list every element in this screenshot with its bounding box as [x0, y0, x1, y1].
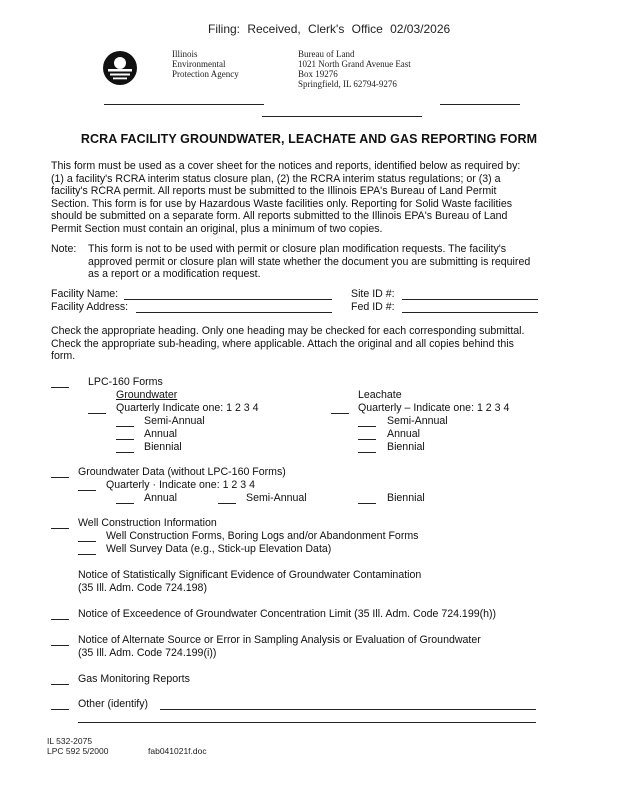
address-line: 1021 North Grand Avenue East — [298, 59, 411, 69]
gw-semiannual-checkbox[interactable] — [116, 426, 134, 427]
le-semiannual-checkbox[interactable] — [358, 426, 376, 427]
le-annual-checkbox[interactable] — [358, 439, 376, 440]
instruction-line: form. — [51, 350, 76, 362]
gw-semiannual-label: Semi-Annual — [144, 415, 205, 427]
address-line: Springfield, IL 62794-9276 — [298, 79, 397, 89]
well-checkbox[interactable] — [51, 528, 69, 529]
bureau-address — [298, 49, 411, 89]
gw-data-biennial-checkbox[interactable] — [358, 503, 376, 504]
gw-data-biennial-label: Biennial — [387, 492, 425, 504]
gas-heading: Gas Monitoring Reports — [78, 673, 190, 685]
gw-data-annual-label: Annual — [144, 492, 177, 504]
fed-id-label: Fed ID #: — [351, 301, 395, 313]
instruction-line: Check the appropriate heading. Only one heading may be checked for each corresponding submittal. — [51, 325, 525, 337]
other-identify-field[interactable] — [160, 709, 536, 710]
intro-line: Section. This form is for use by Hazardous Waste facilities only. Reporting for Solid Waste facilities — [51, 197, 513, 210]
lpc160-checkbox[interactable] — [51, 387, 69, 388]
gw-data-quarterly-label: Quarterly · Indicate one: 1 2 3 4 — [106, 479, 255, 491]
note-line: as a report or a modification request. — [88, 268, 261, 280]
intro-line: should be submitted on a separate form. All reports submitted to the Illinois EPA's Bureau of Land — [51, 210, 508, 222]
other-checkbox[interactable] — [51, 709, 69, 710]
notice-ssi-line1: Notice of Statistically Significant Evidence of Groundwater Contamination — [78, 569, 422, 581]
intro-line: (1) a facility's RCRA interim status closure plan, (2) the RCRA interim status regulations; or (3) a — [51, 172, 501, 185]
footer-codes — [47, 736, 108, 756]
header-rule-middle — [262, 116, 422, 117]
note-text — [88, 243, 598, 281]
agency-name — [172, 49, 239, 79]
other-heading: Other (identify) — [78, 698, 149, 710]
gw-biennial-checkbox[interactable] — [116, 452, 134, 453]
footer-filename: fab041021f.doc — [148, 746, 207, 756]
le-biennial-checkbox[interactable] — [358, 452, 376, 453]
notice-ssi-line2: (35 Ill. Adm. Code 724.198) — [78, 582, 207, 594]
instruction-line: Check the appropriate sub-heading, where applicable. Attach the original and all copies behind this — [51, 337, 514, 350]
gw-biennial-label: Biennial — [144, 441, 182, 453]
gw-annual-checkbox[interactable] — [116, 439, 134, 440]
note-line: approved permit or closure plan will state whether the document you are submitting is required — [88, 255, 531, 268]
note-label: Note: — [51, 243, 77, 255]
le-quarterly-checkbox[interactable] — [331, 413, 349, 414]
filing-stamp: Filing: Received, Clerk's Office 02/03/2026 — [208, 22, 451, 36]
le-biennial-label: Biennial — [387, 441, 425, 453]
footer-form-number: LPC 592 5/2000 — [47, 746, 109, 756]
instructions-paragraph — [51, 325, 591, 363]
other-identify-field-2[interactable] — [78, 722, 536, 723]
intro-line: Permit Section must contain an original, plus a minimum of two copies. — [51, 222, 383, 235]
notice-alt-checkbox[interactable] — [51, 645, 69, 646]
well-heading: Well Construction Information — [78, 517, 217, 529]
gw-data-annual-checkbox[interactable] — [116, 503, 134, 504]
facility-address-field[interactable] — [136, 312, 332, 313]
gw-data-checkbox[interactable] — [51, 477, 69, 478]
gw-data-semiannual-checkbox[interactable] — [218, 503, 236, 504]
form-title: RCRA FACILITY GROUNDWATER, LEACHATE AND GAS REPORTING FORM — [80, 132, 538, 146]
facility-address-label: Facility Address: — [51, 301, 129, 313]
gw-data-semiannual-label: Semi-Annual — [246, 492, 307, 504]
site-id-label: Site ID #: — [351, 288, 395, 300]
intro-line: facility's RCRA permit. All reports must be submitted to the Illinois EPA's Bureau of Land Permit — [51, 185, 497, 197]
header-rule-left — [104, 104, 264, 105]
header-rule-right — [440, 104, 520, 105]
address-line: Bureau of Land — [298, 49, 355, 59]
facility-name-field[interactable] — [124, 299, 332, 300]
gw-quarterly-checkbox[interactable] — [88, 413, 106, 414]
site-id-field[interactable] — [402, 299, 538, 300]
le-quarterly-label: Quarterly – Indicate one: 1 2 3 4 — [358, 402, 510, 414]
agency-line: Illinois — [172, 49, 198, 59]
notice-exceed-checkbox[interactable] — [51, 619, 69, 620]
intro-paragraph — [51, 160, 591, 235]
notice-exceed-line1: Notice of Exceedence of Groundwater Concentration Limit (35 Ill. Adm. Code 724.199(h)) — [78, 608, 497, 620]
agency-line: Protection Agency — [172, 69, 239, 79]
leachate-subheading: Leachate — [358, 389, 402, 401]
gw-data-heading: Groundwater Data (without LPC-160 Forms) — [78, 466, 286, 478]
gas-checkbox[interactable] — [51, 684, 69, 685]
well-item1-label: Well Construction Forms, Boring Logs and/or Abandonment Forms — [106, 530, 419, 542]
well-item2-label: Well Survey Data (e.g., Stick-up Elevation Data) — [106, 543, 332, 555]
notice-alt-line2: (35 Ill. Adm. Code 724.199(i)) — [78, 647, 217, 659]
address-line: Box 19276 — [298, 69, 338, 79]
notice-alt-line1: Notice of Alternate Source or Error in Sampling Analysis or Evaluation of Groundwater — [78, 634, 481, 646]
note-line: This form is not to be used with permit or closure plan modification requests. The facility's — [88, 243, 507, 255]
illinois-epa-logo — [102, 50, 138, 86]
lpc160-heading: LPC-160 Forms — [88, 376, 163, 388]
gw-data-quarterly-checkbox[interactable] — [78, 490, 96, 491]
gw-annual-label: Annual — [144, 428, 177, 440]
groundwater-subheading: Groundwater — [116, 389, 178, 401]
fed-id-field[interactable] — [402, 312, 538, 313]
facility-name-label: Facility Name: — [51, 288, 119, 300]
agency-line: Environmental — [172, 59, 226, 69]
le-annual-label: Annual — [387, 428, 420, 440]
le-semiannual-label: Semi-Annual — [387, 415, 448, 427]
well-item2-checkbox[interactable] — [78, 554, 96, 555]
footer-code: IL 532-2075 — [47, 736, 93, 746]
well-item1-checkbox[interactable] — [78, 541, 96, 542]
gw-quarterly-label: Quarterly Indicate one: 1 2 3 4 — [116, 402, 259, 414]
intro-line: This form must be used as a cover sheet for the notices and reports, identified below as required by: — [51, 160, 521, 172]
